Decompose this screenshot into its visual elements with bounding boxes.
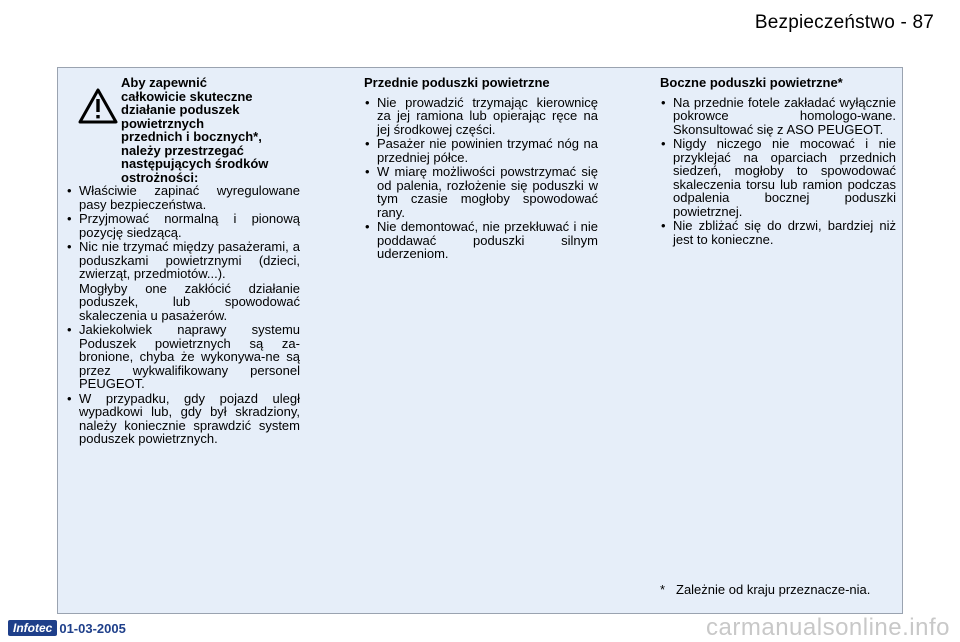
section-title: Przednie poduszki powietrzne <box>364 75 550 90</box>
list-item: • Na przednie fotele zakładać wyłącznie pokrowce homologo-wane. Skonsultować się z ASO PEUGEOT. <box>660 96 896 137</box>
column-side-airbags <box>660 76 896 247</box>
column-general-precautions <box>66 76 300 447</box>
warning-line: powietrznych <box>121 115 205 131</box>
precautions-list <box>66 184 300 281</box>
warning-block <box>66 76 300 184</box>
list-item: • W przypadku, gdy pojazd uległ wypadkowi lub, gdy był skradziony, należy koniecznie sprawdzić system poduszek powietrznych. <box>66 392 300 446</box>
infotec-logo: Infotec <box>8 620 57 636</box>
footer-date: 01-03-2005 <box>59 620 126 636</box>
list-item: • Pasażer nie powinien trzymać nóg na przedniej półce. <box>364 137 598 164</box>
watermark: carmanualsonline.info <box>706 614 950 641</box>
footer <box>8 619 126 637</box>
warning-line: należy przestrzegać <box>121 142 244 158</box>
list-item: • Jakiekolwiek naprawy systemu Poduszek powietrznych są za-bronione, chyba że wykonywa-ne są przez wykwalifikowany personel PEUGEOT. <box>66 323 300 391</box>
side-airbags-list <box>660 96 896 247</box>
warning-line: następujących środków <box>121 156 269 171</box>
warning-line: przednich i bocznych*, <box>121 129 262 144</box>
warning-triangle-icon <box>78 88 118 124</box>
list-item: • Nie prowadzić trzymając kierownicę za jej ramiona lub opierając ręce na jej środkowej części. <box>364 96 598 137</box>
list-item: • Nie demontować, nie przekłuwać i nie poddawać poduszki silnym uderzeniom. <box>364 220 598 261</box>
section-title: Boczne poduszki powietrzne* <box>660 75 843 90</box>
page-title: Bezpieczeństwo - 87 <box>754 12 934 33</box>
warning-line: Aby zapewnić <box>121 75 207 90</box>
footnote <box>660 583 896 597</box>
column-front-airbags <box>364 76 598 262</box>
front-airbags-list <box>364 96 598 261</box>
warning-line: ostrożności: <box>121 169 199 185</box>
footnote-text: Zależnie od kraju przeznacze-nia. <box>676 582 871 597</box>
safety-info-box <box>57 67 903 614</box>
list-item: • Przyjmować normalną i pionową pozycję siedzącą. <box>66 212 300 239</box>
list-item: • Właściwie zapinać wyregulowane pasy bezpieczeństwa. <box>66 184 300 211</box>
list-item: • Nic nie trzymać między pasażerami, a poduszkami powietrznymi (dzieci, zwierząt, przedmiotów...). <box>66 240 300 281</box>
footnote-marker: * <box>660 582 666 597</box>
warning-line: działanie poduszek <box>121 102 240 117</box>
continuation-paragraph: Mogłyby one zakłócić działanie poduszek, lub spowodować skaleczenia u pasażerów. <box>79 280 300 323</box>
list-item: • W miarę możliwości powstrzymać się od palenia, rozłożenie się poduszki w tym czasie mogłoby spowodować rany. <box>364 165 598 219</box>
warning-line: całkowicie skuteczne <box>121 88 253 104</box>
list-item: • Nie zbliżać się do drzwi, bardziej niż jest to konieczne. <box>660 219 896 246</box>
precautions-list-continued <box>66 323 300 446</box>
list-item: • Nigdy niczego nie mocować i nie przyklejać na oparciach przednich siedzeń, mogłoby to spowodować skaleczenia torsu lub ramion podczas odpalenia bocznej poduszki powietrznej. <box>660 137 896 218</box>
warning-heading <box>121 76 303 184</box>
